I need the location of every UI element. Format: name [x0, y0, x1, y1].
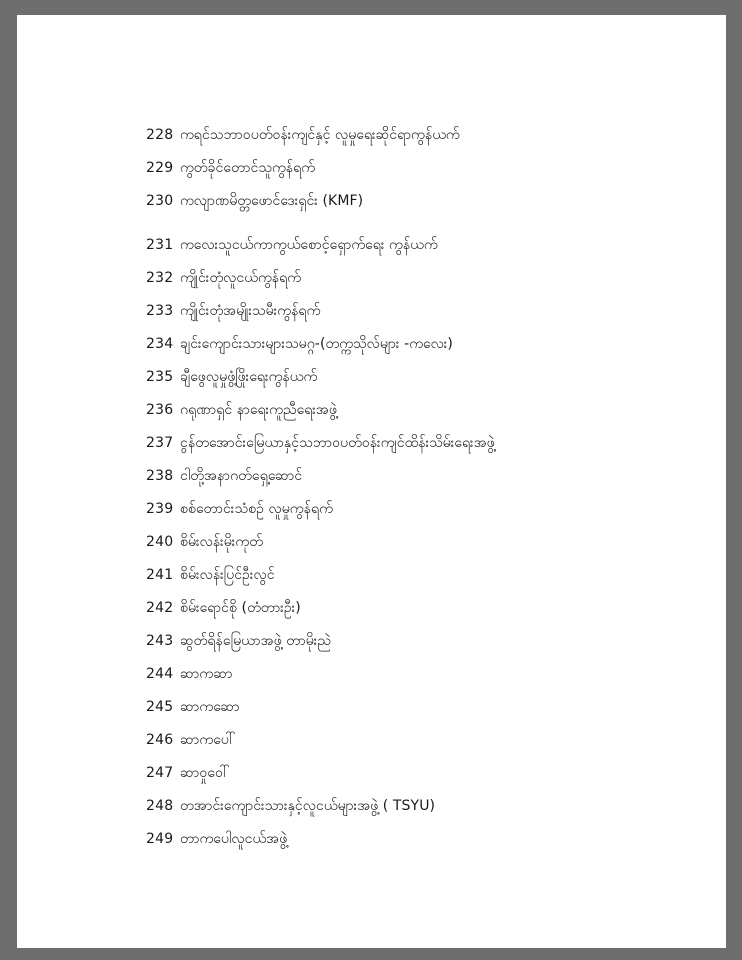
list-item: [146, 530, 263, 554]
item-name: ကျိုင်းတုံလူငယ်ကွန်ရက်: [180, 269, 302, 286]
item-number: 244: [146, 666, 174, 682]
item-number: 238: [146, 468, 174, 484]
item-name: စိမ်းလန်းမိုးကုတ်: [180, 533, 263, 550]
list-item: [146, 827, 287, 851]
item-name: ငွန်တအောင်းမြေယာနှင့်သဘာဝပတ်ဝန်းကျင်ထိန်းသိမ်းရေးအဖွဲ့: [180, 434, 495, 451]
item-name: ဂရုဏာရှင် နာရေးကူညီရေးအဖွဲ့: [180, 401, 337, 418]
item-name: ကလျာဏမိတ္တဖောင်ဒေးရှင်း (KMF): [180, 192, 364, 209]
item-name: ငါတို့အနာဂတ်ရှေ့ဆောင်: [180, 467, 303, 484]
list-item: [146, 398, 337, 422]
item-name: ဆာကပေါ်: [180, 731, 236, 748]
item-number: 235: [146, 369, 174, 385]
list-item: [146, 761, 229, 785]
item-name: စိမ်းလန်းပြင်ဦးလွင်: [180, 566, 275, 583]
list-item: [146, 332, 453, 356]
list-item: [146, 365, 317, 389]
item-name: ကွတ်ခိုင်တောင်သူကွန်ရက်: [180, 159, 316, 176]
item-number: 243: [146, 633, 174, 649]
item-number: 233: [146, 303, 174, 319]
list-item: [146, 662, 233, 686]
list-item: [146, 431, 495, 455]
item-name: တာကပေါလူငယ်အဖွဲ့: [180, 830, 288, 847]
item-number: 246: [146, 732, 174, 748]
list-item: [146, 266, 301, 290]
item-number: 248: [146, 798, 174, 814]
item-number: 236: [146, 402, 174, 418]
item-name: ဆာကဆော: [180, 698, 240, 715]
item-number: 230: [146, 193, 174, 209]
item-name: ချီဖွေလူမှုဖွံ့ဖြိုးရေးကွန်ယက်: [180, 368, 318, 385]
item-number: 247: [146, 765, 174, 781]
list-item: [146, 299, 320, 323]
list-item: [146, 123, 460, 147]
item-name: ချင်းကျောင်းသားများသမဂ္ဂ-(တက္ကသိုလ်များ -ကလေး): [180, 335, 453, 352]
list-item: [146, 189, 363, 213]
item-name: ကရင်သဘာဝပတ်ဝန်းကျင်နှင့် လူမှုရေးဆိုင်ရာကွန်ယက်: [180, 126, 460, 143]
list-item: [146, 156, 315, 180]
item-name: ကလေးသူငယ်ကာကွယ်စောင့်ရှောက်ရေး ကွန်ယက်: [180, 236, 438, 253]
item-number: 245: [146, 699, 174, 715]
document-page: [17, 15, 726, 948]
item-number: 237: [146, 435, 174, 451]
item-name: စစ်တောင်းသံစဉ် လူမှုကွန်ရက်: [180, 500, 333, 517]
item-name: ဆွတ်ရိန်မြေယာအဖွဲ့ တာမိုးညဲ: [180, 632, 331, 649]
item-number: 228: [146, 127, 174, 143]
list-item: [146, 794, 435, 818]
item-number: 240: [146, 534, 174, 550]
item-number: 242: [146, 600, 174, 616]
list-item: [146, 728, 235, 752]
item-number: 234: [146, 336, 174, 352]
item-name: တအာင်းကျောင်းသားနှင့်လူငယ်များအဖွဲ့ ( TSYU): [180, 797, 436, 814]
item-name: ဆာဝှုဝေါ်: [180, 764, 230, 781]
list-item: [146, 695, 240, 719]
list-item: [146, 497, 333, 521]
organization-list: [17, 15, 726, 948]
item-number: 249: [146, 831, 174, 847]
item-name: ဆာကဆာ: [180, 665, 233, 682]
item-number: 229: [146, 160, 174, 176]
item-name: စိမ်းရောင်စို (တံတားဦး): [180, 599, 301, 616]
list-item: [146, 596, 301, 620]
list-item: [146, 233, 438, 257]
item-number: 239: [146, 501, 174, 517]
item-number: 241: [146, 567, 174, 583]
item-name: ကျိုင်းတုံအမျိုးသမီးကွန်ရက်: [180, 302, 321, 319]
list-item: [146, 464, 302, 488]
list-item: [146, 563, 275, 587]
item-number: 231: [146, 237, 174, 253]
list-item: [146, 629, 331, 653]
item-number: 232: [146, 270, 174, 286]
